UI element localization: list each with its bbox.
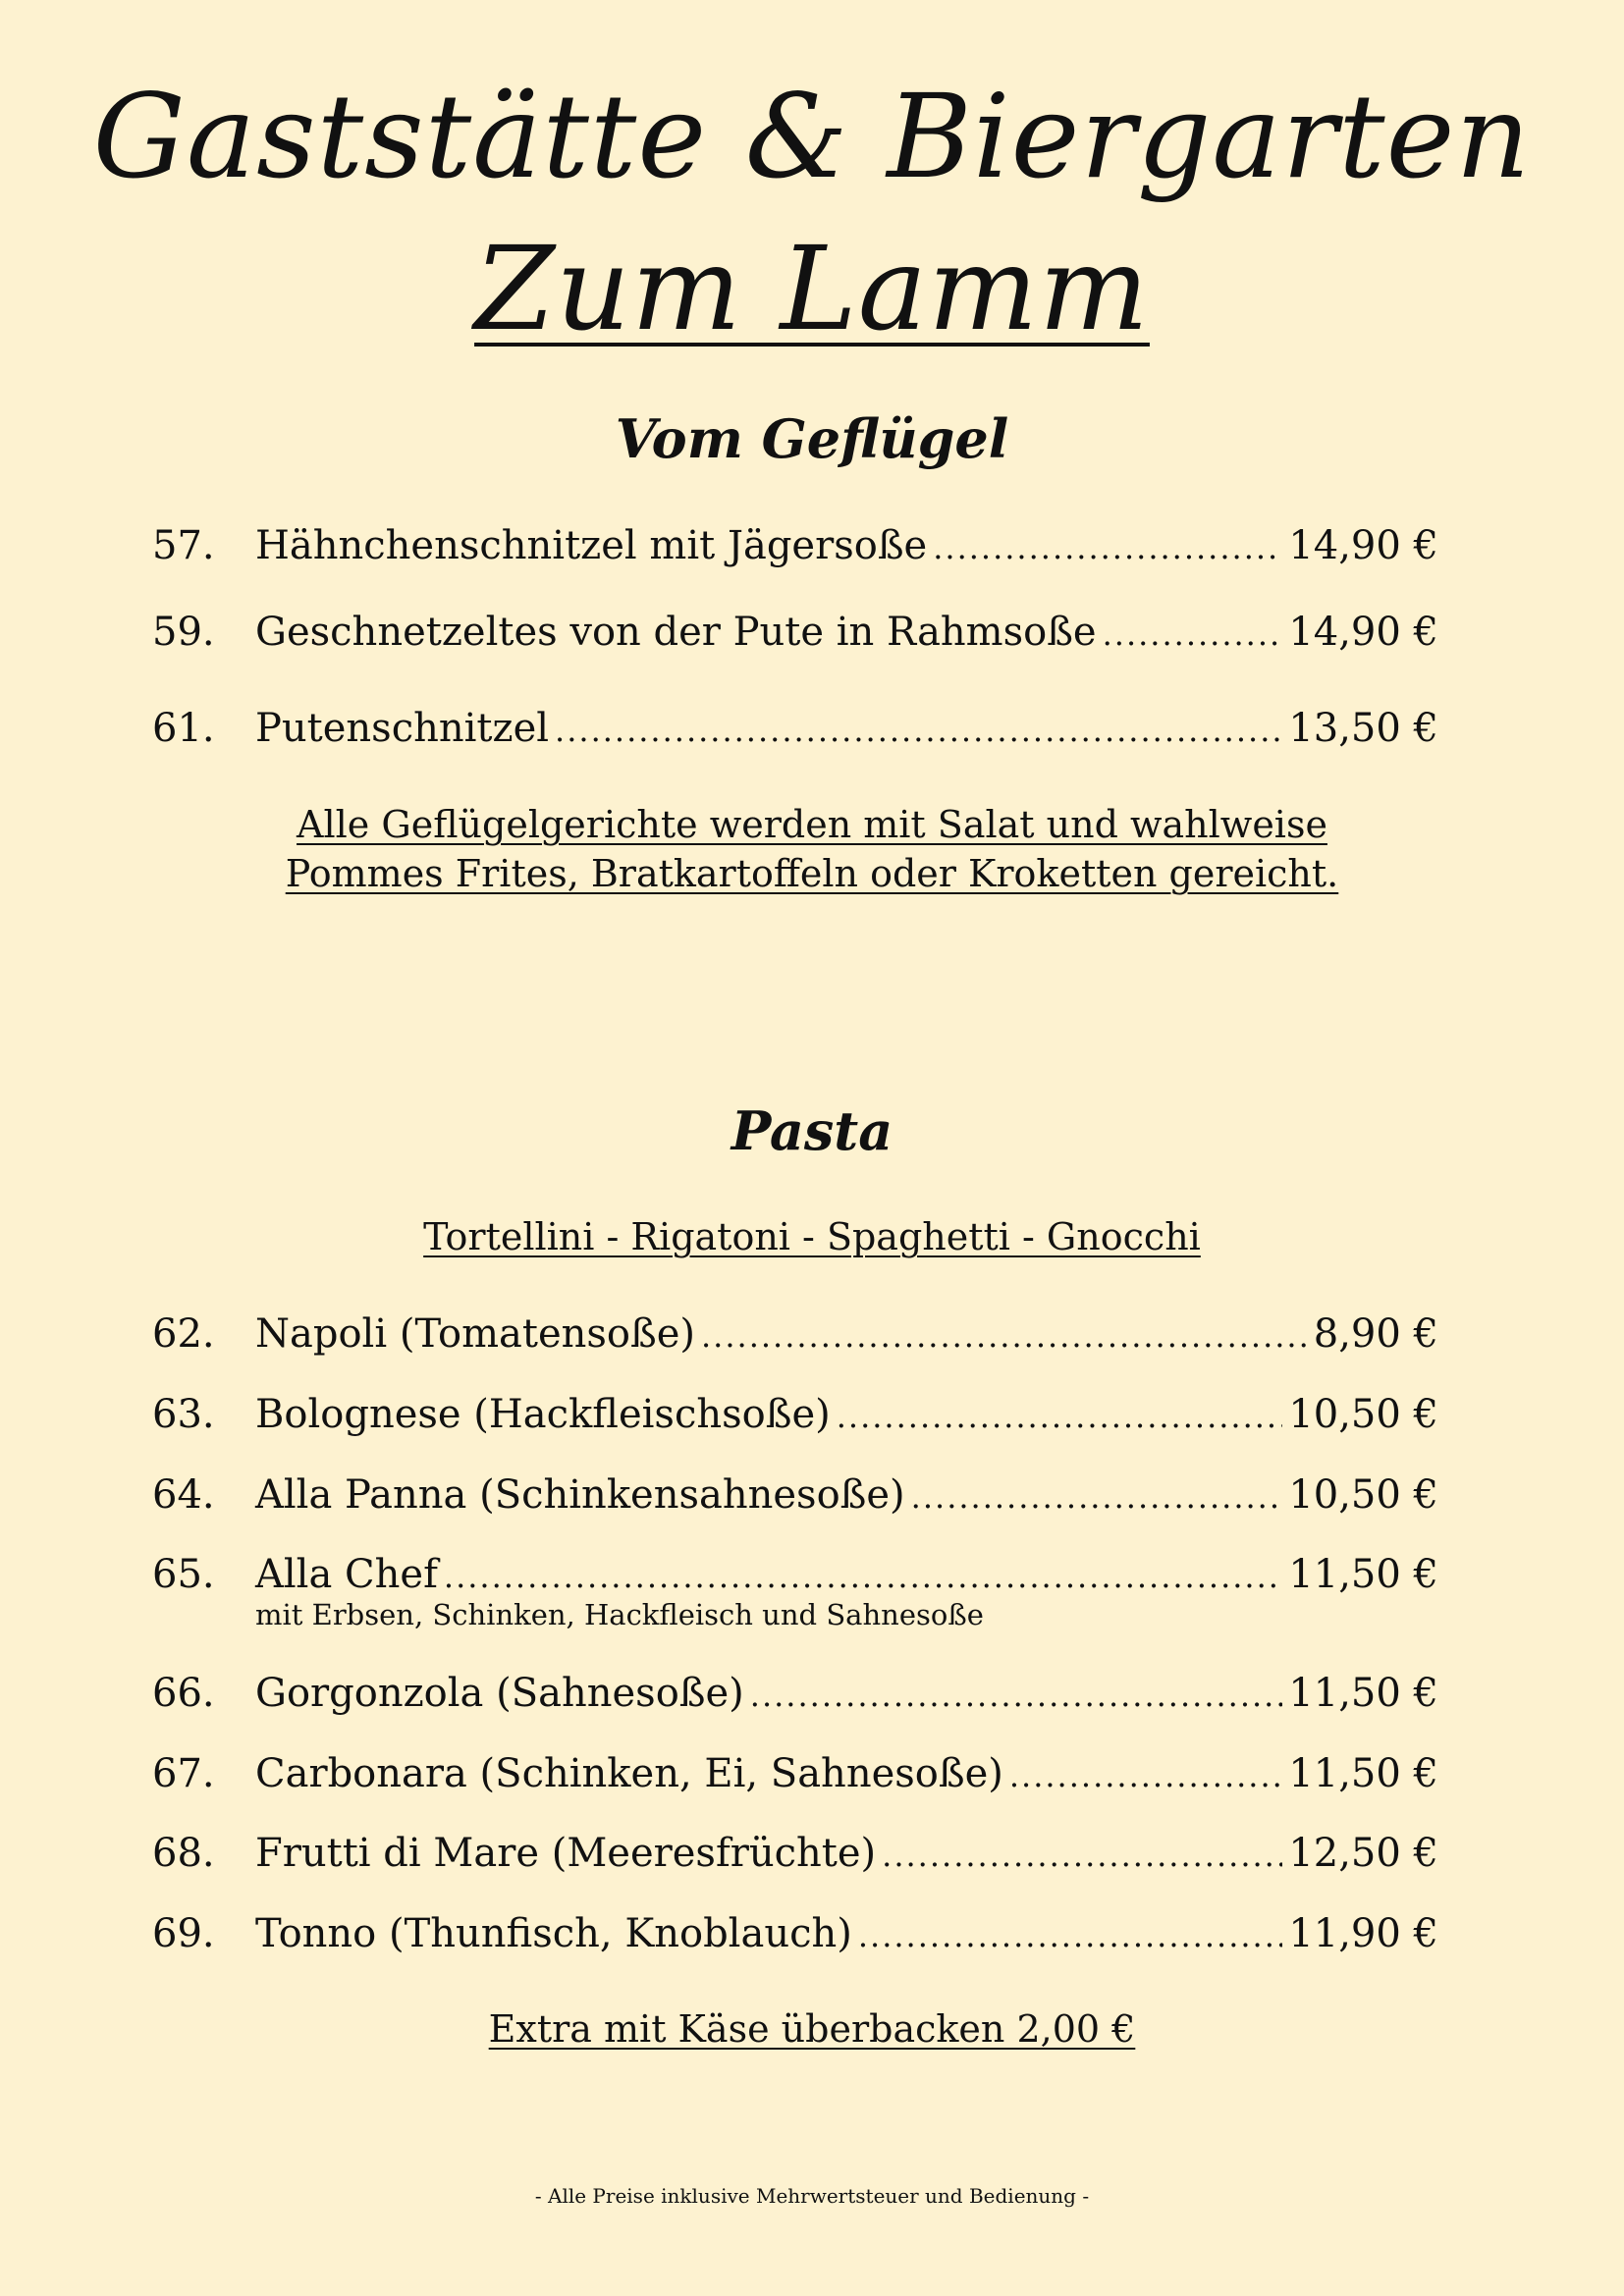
dot-leader: [750, 1672, 1283, 1719]
pasta-types: [0, 1212, 1624, 1261]
cheese-extra-note: [0, 2004, 1624, 2054]
item-number: 63.: [152, 1392, 215, 1437]
item-price: 8,90 €: [1313, 1311, 1438, 1357]
item-name: Hähnchenschnitzel mit Jägersoße: [255, 523, 928, 568]
item-price: 11,50 €: [1288, 1552, 1438, 1597]
dot-leader: [444, 1553, 1282, 1600]
section-heading-poultry: Vom Geflügel: [615, 407, 1009, 470]
item-name: Putenschnitzel: [255, 706, 550, 751]
menu-item-57: [152, 522, 1438, 581]
dot-leader: [1009, 1752, 1282, 1799]
menu-item-64: [152, 1471, 1438, 1530]
menu-item-65: [152, 1551, 1438, 1639]
dot-leader: [1103, 611, 1283, 658]
dot-leader: [837, 1393, 1283, 1440]
cheese-extra-text: Extra mit Käse überbacken 2,00 €: [488, 2007, 1136, 2051]
dot-leader: [555, 707, 1282, 754]
menu-item-68: [152, 1830, 1438, 1889]
item-name: Bolognese (Hackfleischsoße): [255, 1392, 831, 1437]
item-number: 67.: [152, 1751, 215, 1796]
poultry-note-line2: Pommes Frites, Bratkartoffeln oder Kroketten gereicht.: [285, 852, 1339, 895]
item-price: 10,50 €: [1288, 1392, 1438, 1437]
item-number: 61.: [152, 706, 215, 751]
menu-item-67: [152, 1750, 1438, 1809]
item-number: 59.: [152, 610, 215, 655]
item-number: 65.: [152, 1552, 215, 1597]
item-price: 13,50 €: [1288, 706, 1438, 751]
menu-item-61: [152, 705, 1438, 764]
item-name: Carbonara (Schinken, Ei, Sahnesoße): [255, 1751, 1003, 1796]
restaurant-title-line2: [0, 221, 1624, 356]
item-name: Alla Chef: [255, 1552, 438, 1597]
menu-item-66: [152, 1670, 1438, 1729]
item-price: 12,50 €: [1288, 1831, 1438, 1876]
item-number: 64.: [152, 1472, 215, 1518]
restaurant-title-line1: Gaststätte & Biergarten: [92, 69, 1532, 204]
menu-item-69: [152, 1910, 1438, 1969]
item-price: 11,50 €: [1288, 1671, 1438, 1716]
menu-item-59: [152, 609, 1438, 667]
menu-item-63: [152, 1391, 1438, 1450]
restaurant-name: Zum Lamm: [474, 221, 1150, 356]
pasta-types-text: Tortellini - Rigatoni - Spaghetti - Gnocchi: [423, 1215, 1201, 1258]
item-name: Tonno (Thunfisch, Knoblauch): [255, 1911, 852, 1956]
item-number: 57.: [152, 523, 215, 568]
item-name: Napoli (Tomatensoße): [255, 1311, 695, 1357]
item-number: 66.: [152, 1671, 215, 1716]
item-name: Frutti di Mare (Meeresfrüchte): [255, 1831, 877, 1876]
item-description: mit Erbsen, Schinken, Hackfleisch und Sahnesoße: [255, 1598, 984, 1631]
item-price: 14,90 €: [1288, 523, 1438, 568]
item-price: 10,50 €: [1288, 1472, 1438, 1518]
item-number: 62.: [152, 1311, 215, 1357]
section-heading-pasta: Pasta: [731, 1099, 893, 1162]
item-price: 11,50 €: [1288, 1751, 1438, 1796]
item-price: 14,90 €: [1288, 610, 1438, 655]
poultry-note-line1: Alle Geflügelgerichte werden mit Salat und wahlweise: [297, 803, 1327, 846]
poultry-note: [0, 800, 1624, 898]
menu-item-62: [152, 1310, 1438, 1369]
item-number: 69.: [152, 1911, 215, 1956]
dot-leader: [882, 1832, 1282, 1879]
item-number: 68.: [152, 1831, 215, 1876]
dot-leader: [933, 524, 1282, 571]
dot-leader: [701, 1312, 1308, 1360]
item-name: Gorgonzola (Sahnesoße): [255, 1671, 744, 1716]
dot-leader: [911, 1473, 1283, 1521]
item-price: 11,90 €: [1288, 1911, 1438, 1956]
item-name: Geschnetzeltes von der Pute in Rahmsoße: [255, 610, 1097, 655]
price-footer: - Alle Preise inklusive Mehrwertsteuer und Bedienung -: [534, 2184, 1090, 2208]
item-name: Alla Panna (Schinkensahnesoße): [255, 1472, 905, 1518]
dot-leader: [858, 1912, 1282, 1959]
